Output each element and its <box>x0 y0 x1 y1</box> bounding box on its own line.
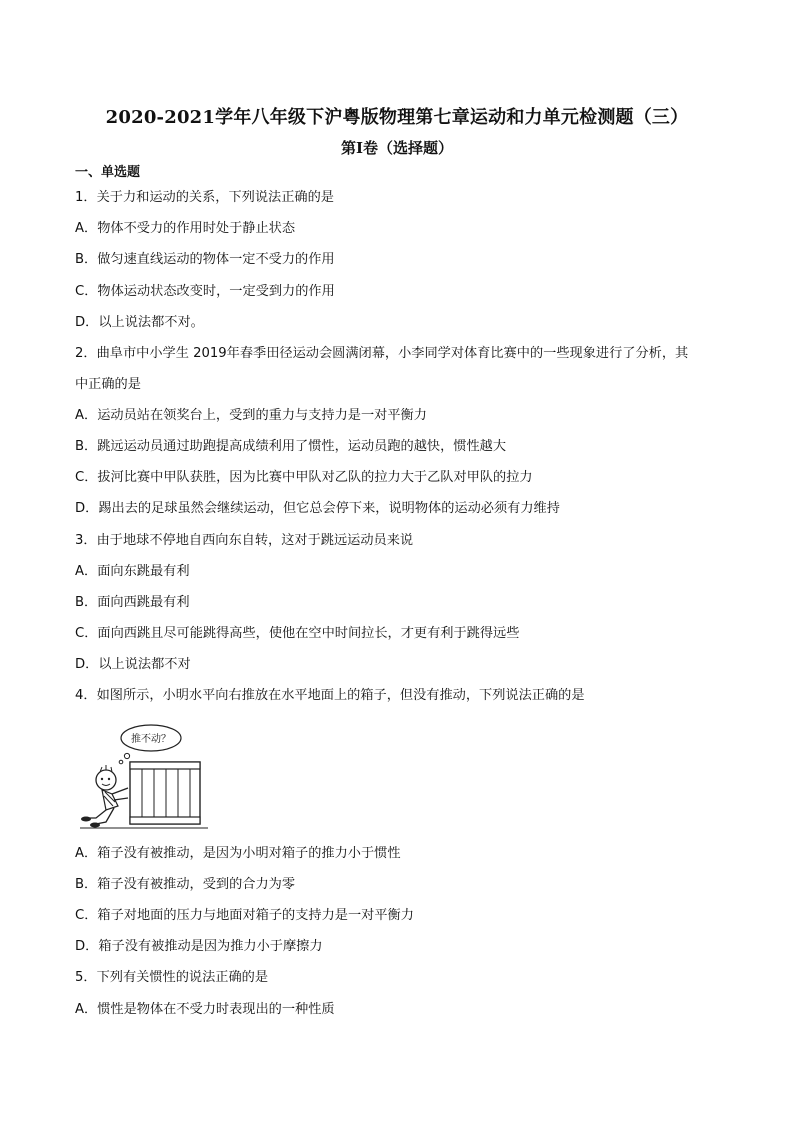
question-3-option-d: D．以上说法都不对 <box>75 657 191 672</box>
question-2-stem-line-2: 中正确的是 <box>75 377 141 392</box>
question-1-option-d: D．以上说法都不对。 <box>75 315 204 330</box>
document-subtitle: 第I卷（选择题） <box>340 139 454 157</box>
question-2-option-d: D．踢出去的足球虽然会继续运动，但它总会停下来，说明物体的运动必须有力维持 <box>75 501 560 516</box>
speech-bubble-text: 推不动？ <box>131 734 171 745</box>
boy-pushing-box-figure <box>78 722 210 832</box>
question-4-stem: 4．如图所示，小明水平向右推放在水平地面上的箱子，但没有推动，下列说法正确的是 <box>75 688 585 703</box>
question-1-option-c: C．物体运动状态改变时，一定受到力的作用 <box>75 284 335 299</box>
question-3-option-a: A．面向东跳最有利 <box>75 564 190 579</box>
question-2-stem-line-1: 2．曲阜市中小学生 2019年春季田径运动会圆满闭幕，小李同学对体育比赛中的一些现象进行了分析，其 <box>75 346 689 361</box>
question-3-option-b: B．面向西跳最有利 <box>75 595 190 610</box>
document-title: 2020-2021学年八年级下沪粤版物理第七章运动和力单元检测题（三） <box>105 107 689 128</box>
wooden-box <box>130 762 200 824</box>
question-5-stem: 5．下列有关惯性的说法正确的是 <box>75 970 269 985</box>
question-3-stem: 3．由于地球不停地自西向东自转，这对于跳远运动员来说 <box>75 533 414 548</box>
section-heading: 一、单选题 <box>75 165 141 180</box>
boy-figure <box>81 765 128 828</box>
question-1-option-b: B．做匀速直线运动的物体一定不受力的作用 <box>75 252 335 267</box>
question-2-option-c: C．拔河比赛中甲队获胜，因为比赛中甲队对乙队的拉力大于乙队对甲队的拉力 <box>75 470 533 485</box>
question-3-option-c: C．面向西跳且尽可能跳得高些，使他在空中时间拉长，才更有利于跳得远些 <box>75 626 520 641</box>
question-4-option-a: A．箱子没有被推动，是因为小明对箱子的推力小于惯性 <box>75 846 401 861</box>
question-2-option-a: A．运动员站在领奖台上，受到的重力与支持力是一对平衡力 <box>75 408 427 423</box>
question-1-stem: 1．关于力和运动的关系，下列说法正确的是 <box>75 190 334 205</box>
question-4-option-c: C．箱子对地面的压力与地面对箱子的支持力是一对平衡力 <box>75 908 414 923</box>
question-5-option-a: A．惯性是物体在不受力时表现出的一种性质 <box>75 1002 335 1017</box>
question-4-option-d: D．箱子没有被推动是因为推力小于摩擦力 <box>75 939 323 954</box>
question-2-option-b: B．跳远运动员通过助跑提高成绩利用了惯性，运动员跑的越快，惯性越大 <box>75 439 507 454</box>
question-4-option-b: B．箱子没有被推动，受到的合力为零 <box>75 877 296 892</box>
question-1-option-a: A．物体不受力的作用时处于静止状态 <box>75 221 296 236</box>
